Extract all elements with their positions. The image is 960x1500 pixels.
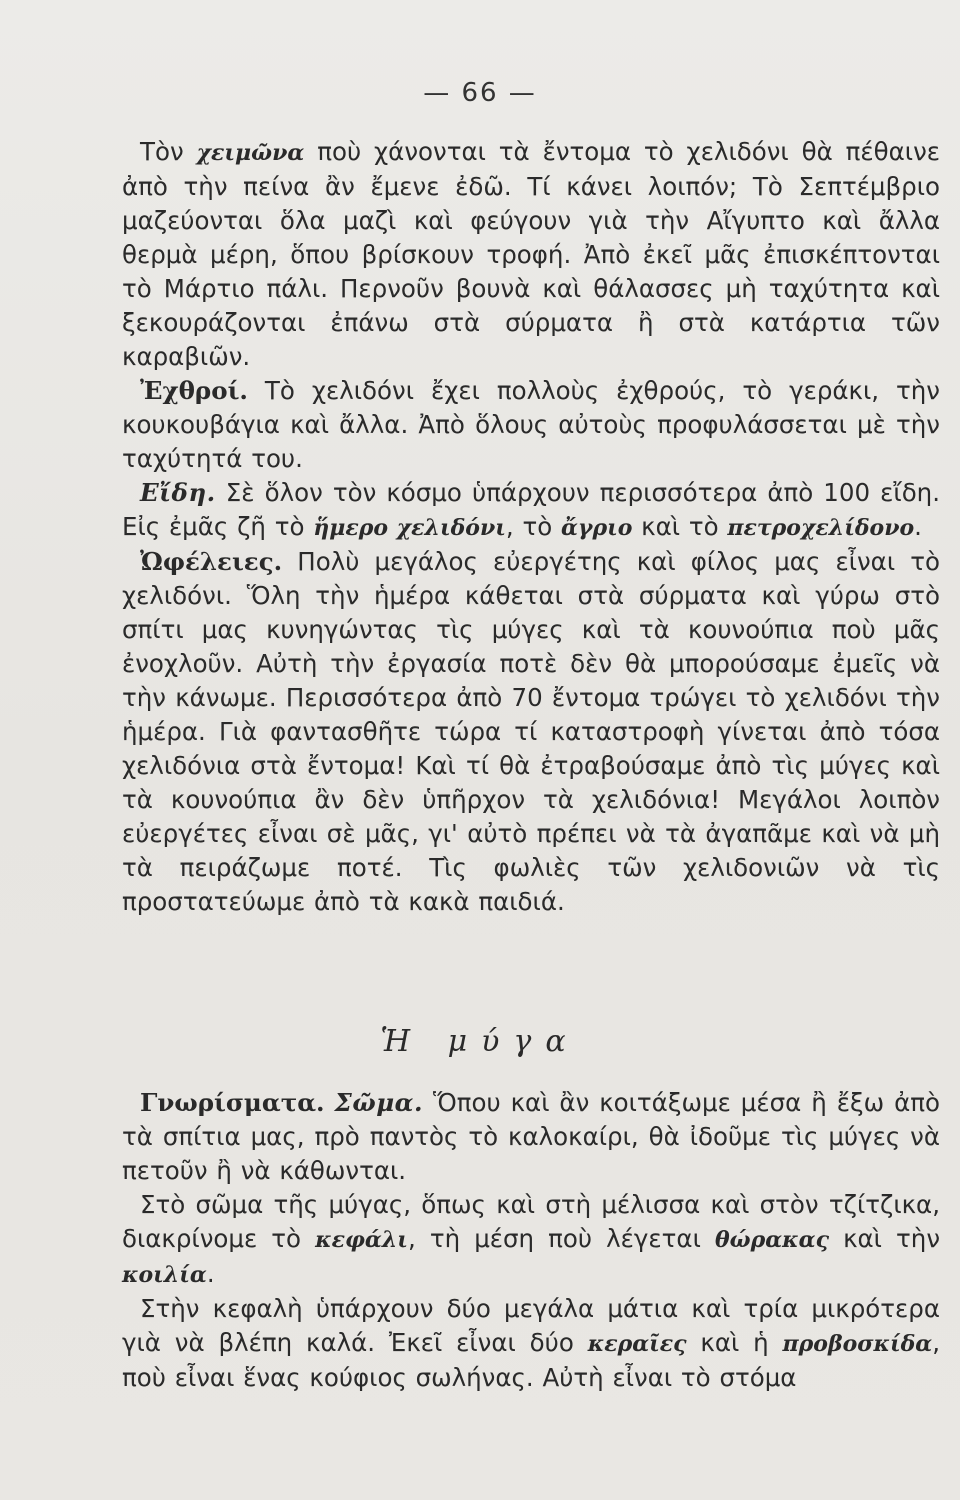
paragraph-text: καὶ ἡ — [686, 1328, 783, 1357]
paragraph-text: Πολὺ μεγάλος εὐεργέτης καὶ φίλος μας εἶναι τὸ χελιδόνι. Ὅλη τὴν ἡμέρα κάθεται στὰ σύρματα καὶ γύρω στὸ σπίτι μας κυνηγώντας τὶς μύγες καὶ τὰ κουνούπια ποὺ μᾶς ἐνοχλοῦν. Αὐτὴ τὴν ἐργασία ποτὲ δὲν θὰ μπορούσαμε ἐμεῖς νὰ τὴν κάνωμε. Περισσότερα ἀπὸ 70 ἔντομα τρώγει τὸ χελιδόνι τὴν ἡμέρα. Γιὰ φαντασθῆτε τώρα τί καταστροφὴ γίνεται ἀπὸ τόσα χελιδόνια στὰ ἔντομα! Καὶ τί θὰ ἐτραβούσαμε ἀπὸ τὶς μύγες καὶ τὰ κουνούπια ἂν δὲν ὑπῆρχον τὰ χελιδόνια! Μεγάλοι λοιπὸν εὐεργέτες εἶναι σὲ μᾶς, γι' αὐτὸ πρέπει νὰ τὰ ἀγαπᾶμε καὶ νὰ μὴ τὰ πειράζωμε ποτέ. Τὶς φωλιὲς τῶν χελιδονιῶν νὰ τὶς προστατεύωμε ἀπὸ τὰ κακὰ παιδιά. — [122, 547, 940, 916]
paragraph-text: , ποὺ εἶναι ἕνας κούφιος σωλήνας. Αὐτὴ εἶναι τὸ στόμα — [122, 1328, 940, 1392]
emphasis-term: κεφάλι — [315, 1227, 408, 1253]
emphasis-term: ἄγριο — [560, 515, 633, 541]
emphasis-term: προβοσκίδα — [782, 1331, 933, 1357]
paragraph-text: Τὸν — [140, 137, 197, 166]
paragraph-text: , τὸ — [505, 512, 561, 541]
paragraph-text: . — [914, 512, 922, 541]
paragraph-text: καὶ τὸ — [632, 512, 728, 541]
paragraph-text: Στὸ σῶμα τῆς μύγας, ὅπως καὶ στὴ μέλισσα καὶ στὸν τζίτζικα, διακρίνομε τὸ — [122, 1190, 940, 1253]
subheading-body: Σῶμα. — [334, 1088, 424, 1117]
paragraph-species — [122, 476, 940, 545]
section-title-fly: Ἡ μύγα — [380, 1024, 580, 1059]
paragraph-text: Στὴν κεφαλὴ ὑπάρχουν δύο μεγάλα μάτια καὶ τρία μικρότερα γιὰ νὰ βλέπη καλά. Ἐκεῖ εἶναι δύο — [122, 1294, 940, 1357]
emphasis-term: χειμῶνα — [196, 140, 305, 166]
paragraph-characteristics — [122, 1086, 940, 1188]
paragraph-text: καὶ τὴν — [828, 1224, 941, 1253]
subheading-characteristics: Γνωρίσματα. — [140, 1088, 325, 1117]
paragraph-text: Σὲ ὅλον τὸν κόσμο ὑπάρχουν περισσότερα ἀπὸ 100 εἴδη. Εἰς ἐμᾶς ζῆ τὸ — [122, 478, 940, 541]
paragraph-body-parts — [122, 1188, 940, 1292]
paragraph-text: ποὺ χάνονται τὰ ἔντομα τὸ χελιδόνι θὰ πέθαινε ἀπὸ τὴν πείνα ἂν ἔμενε ἐδῶ. Τί κάνει λοιπόν; Τὸ Σεπτέμβριο μαζεύονται ὅλα μαζὶ καὶ φεύγουν γιὰ τὴν Αἴγυπτο καὶ ἄλλα θερμὰ μέρη, ὅπου βρίσκουν τροφή. Ἀπὸ ἐκεῖ μᾶς ἐπισκέπτονται τὸ Μάρτιο πάλι. Περνοῦν βουνὰ καὶ θάλασσες μὴ ταχύτητα καὶ ξεκουράζονται ἐπάνω στὰ σύρματα ἢ στὰ κατάρτια τῶν καραβιῶν. — [122, 137, 941, 371]
emphasis-term: κοιλία — [122, 1262, 207, 1288]
emphasis-term: πετροχελίδονο — [727, 515, 915, 541]
subheading-species: Εἴδη. — [140, 478, 216, 507]
paragraph-winter-migration — [122, 135, 940, 374]
emphasis-term: κεραῖες — [587, 1331, 687, 1357]
section-fly-text — [122, 1086, 940, 1395]
paragraph-head — [122, 1292, 940, 1395]
subheading-enemies: Ἐχθροί. — [140, 376, 248, 405]
subheading-benefits: Ὠφέλειες. — [140, 547, 283, 576]
paragraph-enemies — [122, 374, 940, 476]
emphasis-term: ἥμερο χελιδόνι — [313, 515, 506, 541]
page-number: — 66 — — [423, 78, 537, 108]
paragraph-text: , τὴ μέση ποὺ λέγεται — [407, 1224, 715, 1253]
paragraph-text: . — [206, 1259, 215, 1288]
emphasis-term: θώρακας — [714, 1227, 829, 1253]
paragraph-text: Ὅπου καὶ ἂν κοιτάξωμε μέσα ἢ ἔξω ἀπὸ τὰ σπίτια μας, πρὸ παντὸς τὸ καλοκαίρι, θὰ ἰδοῦμε τὶς μύγες νὰ πετοῦν ἢ νὰ κάθωνται. — [122, 1088, 940, 1185]
paragraph-text: Τὸ χελιδόνι ἔχει πολλοὺς ἐχθρούς, τὸ γεράκι, τὴν κουκουβάγια καὶ ἄλλα. Ἀπὸ ὅλους αὐτοὺς προφυλάσσεται μὲ τὴν ταχύτητά του. — [122, 376, 940, 473]
section-swallow-text — [122, 135, 940, 919]
paragraph-benefits — [122, 545, 940, 919]
